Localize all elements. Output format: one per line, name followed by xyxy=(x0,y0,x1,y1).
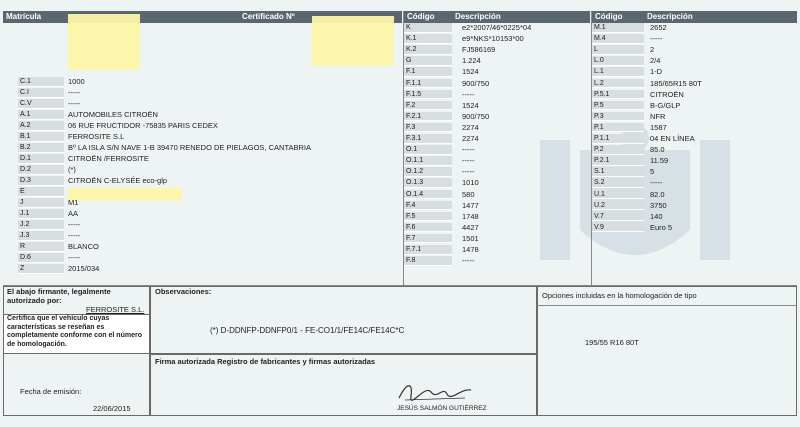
observaciones-box xyxy=(150,286,537,354)
field-code: F.3 xyxy=(404,123,452,133)
field-value: 1010 xyxy=(462,178,479,188)
observaciones-label: Observaciones: xyxy=(155,287,212,296)
field-code: B.2 xyxy=(18,143,64,153)
header-codigo-2: Código xyxy=(592,11,644,23)
field-code: D.1 xyxy=(18,154,64,164)
redaction-sticker-plate xyxy=(68,14,140,70)
field-value: ----- xyxy=(68,253,81,262)
field-value: 1477 xyxy=(462,200,479,210)
field-value: 2015/034 xyxy=(68,264,100,273)
field-value: CITROËN xyxy=(650,89,684,99)
field-value: ----- xyxy=(462,256,475,266)
field-code: F.2 xyxy=(404,101,452,111)
field-code: O.1.2 xyxy=(404,167,452,177)
field-code: L.1 xyxy=(592,67,644,77)
field-code: P.2.1 xyxy=(592,156,644,166)
field-value: (*) xyxy=(68,165,76,174)
field-value: ----- xyxy=(68,99,81,108)
header-certificado: Certificado Nº xyxy=(239,11,402,23)
field-code: J.3 xyxy=(18,231,64,241)
field-code: F.3.1 xyxy=(404,134,452,144)
field-value: ----- xyxy=(462,156,475,166)
field-value: 5 xyxy=(650,167,655,177)
field-value: ----- xyxy=(650,34,663,44)
field-code: G xyxy=(404,56,452,66)
field-value: ----- xyxy=(650,178,663,188)
field-value: 4427 xyxy=(462,222,479,232)
field-value: 1524 xyxy=(462,100,479,110)
field-value: AUTOMOBILES CITROËN xyxy=(68,110,158,119)
header-matricula: Matrícula xyxy=(3,11,239,23)
field-value: 3750 xyxy=(650,200,667,210)
field-code: P.5.1 xyxy=(592,90,644,100)
field-code: E xyxy=(18,187,64,197)
field-code: K.1 xyxy=(404,34,452,44)
firmante-label: El abajo firmante, legalmente autorizado por: xyxy=(7,287,111,305)
field-value: CITROËN /FERROSITE xyxy=(68,154,149,163)
field-code: S.2 xyxy=(592,178,644,188)
header-descripcion-2: Descripción xyxy=(644,11,797,23)
field-value: ----- xyxy=(462,145,475,155)
field-value: M1 xyxy=(68,198,79,207)
field-code: P.5 xyxy=(592,101,644,111)
field-value: 900/750 xyxy=(462,78,490,88)
field-code: F.8 xyxy=(404,256,452,266)
field-value: 900/750 xyxy=(462,111,490,121)
field-value: ----- xyxy=(462,89,475,99)
field-value: NFR xyxy=(650,111,666,121)
field-value: 85.0 xyxy=(650,145,665,155)
field-value: 1501 xyxy=(462,233,479,243)
field-code: F.1 xyxy=(404,67,452,77)
field-code: F.4 xyxy=(404,201,452,211)
field-code: V.9 xyxy=(592,223,644,233)
opciones-divider xyxy=(537,305,797,306)
field-code: P.1.1 xyxy=(592,134,644,144)
field-value: e2*2007/46*0225*04 xyxy=(462,23,532,32)
field-value: 1748 xyxy=(462,211,479,221)
field-code: F.5 xyxy=(404,212,452,222)
field-value: 2/4 xyxy=(650,56,661,66)
field-code: C.1 xyxy=(18,77,64,87)
field-code: F.1.5 xyxy=(404,90,452,100)
field-value: 2652 xyxy=(650,23,667,32)
field-value: 2274 xyxy=(462,122,479,132)
field-code: P.3 xyxy=(592,112,644,122)
field-value: 82.0 xyxy=(650,189,665,199)
field-code: L.2 xyxy=(592,79,644,89)
field-value: FERROSITE S.L xyxy=(68,132,125,141)
field-value: 580 xyxy=(462,189,475,199)
field-value: ----- xyxy=(68,88,81,97)
field-code: R xyxy=(18,242,64,252)
field-value: 2 xyxy=(650,45,655,55)
field-code: P.2 xyxy=(592,145,644,155)
field-code: F.6 xyxy=(404,223,452,233)
field-code: P.1 xyxy=(592,123,644,133)
field-value: 2274 xyxy=(462,134,479,143)
field-code: Z xyxy=(18,264,64,274)
field-code: L xyxy=(592,45,644,55)
field-code: F.1.1 xyxy=(404,79,452,89)
field-code: C.I xyxy=(18,88,64,98)
header-codigo-1: Código xyxy=(404,11,452,23)
field-code: U.2 xyxy=(592,201,644,211)
field-code: O.1 xyxy=(404,145,452,155)
field-code: L.0 xyxy=(592,56,644,66)
fecha-label: Fecha de emisión: xyxy=(20,387,82,396)
field-value xyxy=(68,187,398,197)
field-value: 11.59 xyxy=(650,156,669,166)
field-code: M.4 xyxy=(592,34,644,44)
field-code: O.1.3 xyxy=(404,178,452,188)
field-value: ----- xyxy=(68,231,81,240)
field-value: Bº LA ISLA S/N NAVE 1-B 39470 RENEDO DE PIELAGOS, CANTABRIA xyxy=(68,143,311,152)
opciones-value: 195/55 R16 80T xyxy=(585,338,639,347)
field-value: CITROËN C-ELYSÉE eco-glp xyxy=(68,176,168,185)
opciones-label: Opciones incluidas en la homologación de tipo xyxy=(542,291,697,300)
field-code: D.3 xyxy=(18,176,64,186)
field-value: 1-D xyxy=(650,67,663,77)
field-code: J.1 xyxy=(18,209,64,219)
field-value: 1524 xyxy=(462,67,479,77)
field-code: U.1 xyxy=(592,190,644,200)
field-code: C.V xyxy=(18,99,64,109)
field-value: 185/65R15 80T xyxy=(650,78,702,88)
field-value: 1587 xyxy=(650,122,667,132)
field-code: B.1 xyxy=(18,132,64,142)
field-code: J.2 xyxy=(18,220,64,230)
field-code: D.2 xyxy=(18,165,64,175)
certifica-text: Certifica que el vehículo cuyas características se reseñan es completamente conforme con el número de homologación. xyxy=(7,315,142,348)
field-value: Euro 5 xyxy=(650,222,673,232)
handwritten-signature xyxy=(395,378,475,404)
field-value: ----- xyxy=(68,220,81,229)
fecha-value: 22/06/2015 xyxy=(93,404,131,413)
field-value: 04 EN LÍNEA xyxy=(650,134,695,143)
field-code: M.1 xyxy=(592,23,644,33)
field-code: A.2 xyxy=(18,121,64,131)
field-value: 06 RUE FRUCTIDOR -75835 PARIS CEDEX xyxy=(68,121,218,130)
field-code: F.7.1 xyxy=(404,245,452,255)
field-code: F.2.1 xyxy=(404,112,452,122)
redaction-sticker-certificate xyxy=(312,16,394,66)
field-value: 1.224 xyxy=(462,56,481,66)
field-code: S.1 xyxy=(592,167,644,177)
field-code: D.6 xyxy=(18,253,64,263)
observaciones-value: (*) D-DDNFP-DDNFP0/1 - FE-CO1/1/FE14C/FE14C*C xyxy=(210,326,405,335)
firmante-nombre: JESÚS SALMÓN GUTIÉRREZ xyxy=(397,405,487,412)
field-code: A.1 xyxy=(18,110,64,120)
field-value: BLANCO xyxy=(68,242,99,251)
field-value: 1000 xyxy=(68,77,85,86)
field-value: FJ586169 xyxy=(462,45,496,55)
field-code: O.1.1 xyxy=(404,156,452,166)
firma-label: Firma autorizada Registro de fabricantes y firmas autorizadas xyxy=(155,357,376,366)
field-value: e9*NKS*10153*00 xyxy=(462,34,524,44)
field-code: K xyxy=(404,23,452,33)
field-code: K.2 xyxy=(404,45,452,55)
field-value: 140 xyxy=(650,211,663,221)
header-descripcion-1: Descripción xyxy=(452,11,590,23)
field-value: B-G/GLP xyxy=(650,100,681,110)
field-code: F.7 xyxy=(404,234,452,244)
field-code: V.7 xyxy=(592,212,644,222)
field-value: 1478 xyxy=(462,245,479,254)
field-value: ----- xyxy=(462,167,475,177)
firmante-value: FERROSITE S.L. xyxy=(86,305,145,314)
field-code: O.1.4 xyxy=(404,190,452,200)
field-value: AA xyxy=(68,209,79,218)
field-code: J xyxy=(18,198,64,208)
